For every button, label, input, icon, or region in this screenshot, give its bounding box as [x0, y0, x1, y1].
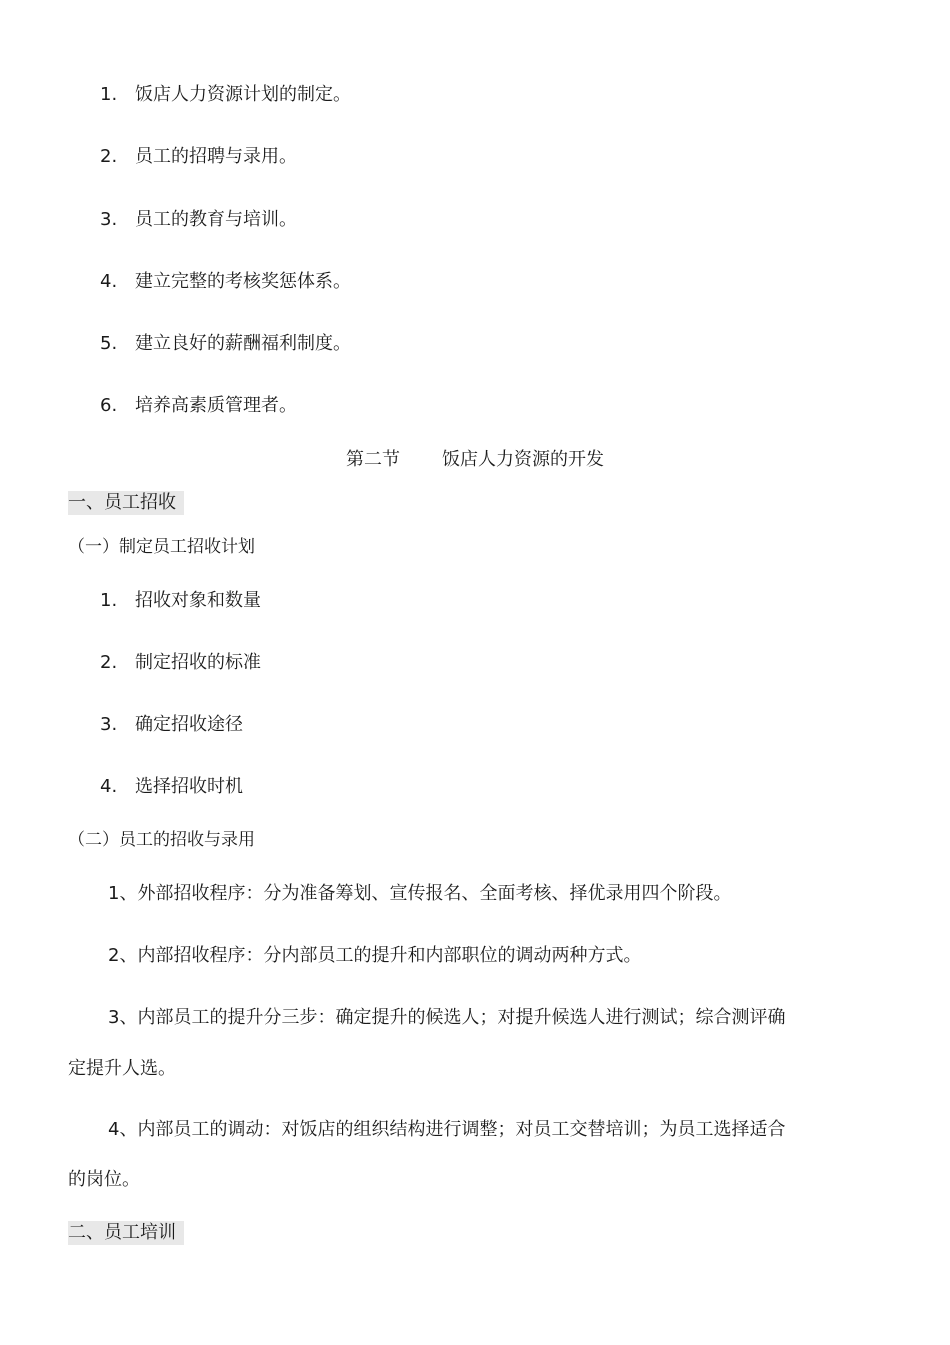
subheading-recruitment-hiring: （二）员工的招收与录用: [68, 830, 255, 850]
list-item: [100, 332, 351, 356]
list-item-text: 选择招收时机: [135, 776, 243, 797]
paragraph: 2、内部招收程序：分内部员工的提升和内部职位的调动两种方式。: [108, 945, 642, 966]
list-item-number: 4.: [100, 271, 118, 292]
list-item: [100, 270, 351, 294]
list-item: [100, 145, 297, 169]
heading-employee-recruitment: 一、员工招收: [68, 491, 184, 515]
list-item-number: 1.: [100, 590, 118, 611]
list-item-number: 2.: [100, 146, 118, 167]
list-item-text: 员工的招聘与录用。: [135, 146, 297, 167]
list-item-text: 招收对象和数量: [135, 590, 261, 611]
list-item: [100, 713, 243, 737]
heading-employee-training: 二、员工培训: [68, 1221, 184, 1245]
list-item: [100, 775, 243, 799]
list-item-text: 制定招收的标准: [135, 652, 261, 673]
list-item: [100, 208, 297, 232]
section-label: 第二节: [346, 449, 400, 470]
list-item-number: 3.: [100, 209, 118, 230]
list-item-text: 建立良好的薪酬福利制度。: [135, 333, 351, 354]
list-item-number: 2.: [100, 652, 118, 673]
list-item: [100, 651, 261, 675]
paragraph: 4、内部员工的调动：对饭店的组织结构进行调整；对员工交替培训；为员工选择适合: [108, 1119, 786, 1140]
list-item-text: 确定招收途径: [135, 714, 243, 735]
list-item-text: 员工的教育与培训。: [135, 209, 297, 230]
list-item-number: 3.: [100, 714, 118, 735]
list-item: [100, 589, 261, 613]
list-item-text: 饭店人力资源计划的制定。: [135, 84, 351, 105]
section-title: [0, 448, 950, 472]
list-item-number: 1.: [100, 84, 118, 105]
list-item-text: 建立完整的考核奖惩体系。: [135, 271, 351, 292]
paragraph-continuation: 定提升人选。: [68, 1058, 176, 1079]
paragraph: 1、外部招收程序：分为准备筹划、宣传报名、全面考核、择优录用四个阶段。: [108, 883, 732, 904]
list-item-number: 6.: [100, 395, 118, 416]
list-item: [100, 83, 351, 107]
paragraph: 3、内部员工的提升分三步：确定提升的候选人；对提升候选人进行测试；综合测评确: [108, 1007, 786, 1028]
paragraph-continuation: 的岗位。: [68, 1169, 140, 1190]
section-heading: 饭店人力资源的开发: [442, 449, 604, 470]
list-item: [100, 394, 297, 418]
list-item-number: 4.: [100, 776, 118, 797]
subheading-recruitment-plan: （一）制定员工招收计划: [68, 537, 255, 557]
list-item-text: 培养高素质管理者。: [135, 395, 297, 416]
list-item-number: 5.: [100, 333, 118, 354]
